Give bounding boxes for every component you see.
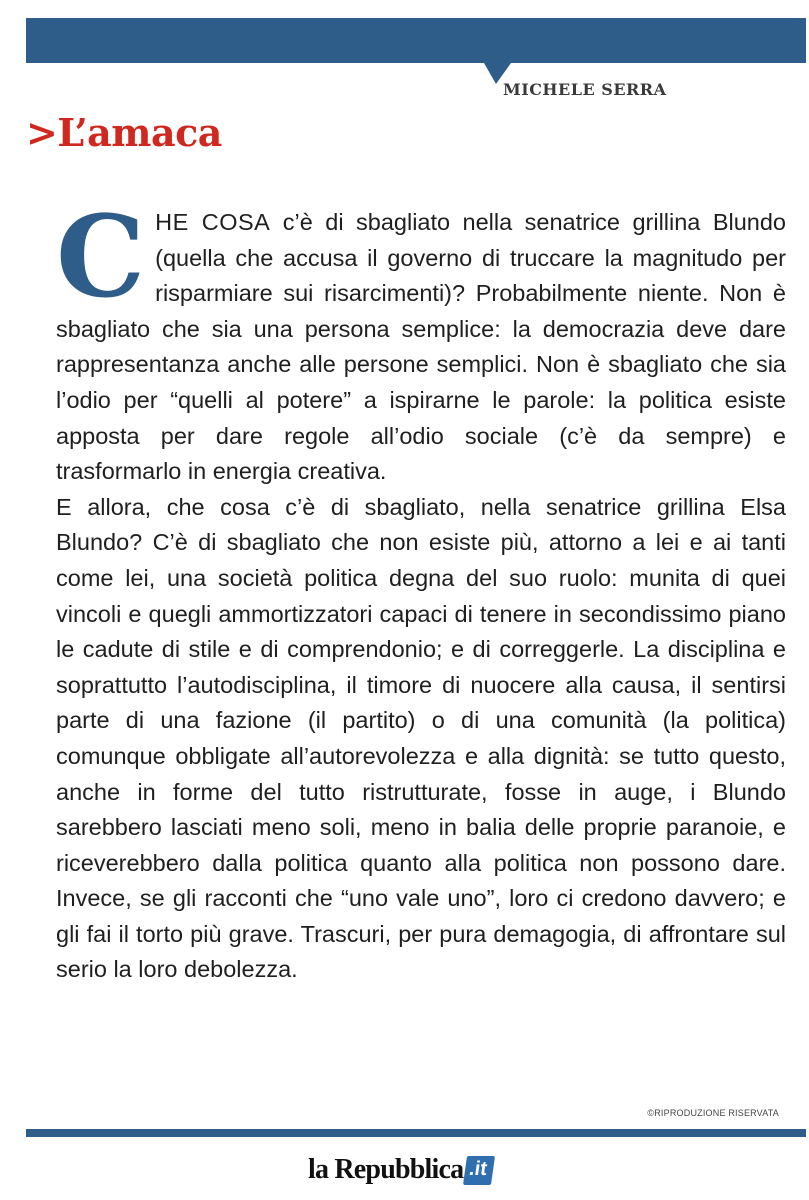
paragraph-1 [56,192,786,490]
footer-rule [26,1129,806,1137]
header-bar [26,18,806,84]
paragraph-1-text: c’è di sbagliato nella senatrice grillina Blundo (quella che accusa il governo di truccare la magnitudo per risparmiare sui risarcimenti)? Probabilmente niente. Non è sbagliato che sia una persona semplice: la democrazia deve dare rappresentanza anche alle persone semplici. Non è sbagliato che sia l’odio per “quelli al potere” a ispirarne le parole: la politica esiste apposta per dare regole all’odio sociale (c’è da sempre) e trasformarlo in energia creativa. [56,209,786,485]
copyright-notice: ©RIPRODUZIONE RISERVATA [647,1108,779,1118]
paragraph-2: E allora, che cosa c’è di sbagliato, nella senatrice grillina Elsa Blundo? C’è di sbagliato che non esiste più, attorno a lei e ai tanti come lei, una società politica degna del suo ruolo: munita di quei vincoli e quegli ammortizzatori capaci di tenere in secondissimo piano le cadute di stile e di comprendonio; e di correggerle. La disciplina e soprattutto l’autodisciplina, il timore di nuocere alla causa, il sentirsi parte di una fazione (il partito) o di una comunità (la politica) comunque obbligate all’autorevolezza e alla dignità: se tutto questo, anche in forme del tutto ristrutturate, fosse in auge, i Blundo sarebbero lasciati meno soli, meno in balia delle proprie paranoie, e riceverebbero dalla politica quanto alla politica non possono dare. Invece, se gli racconti che “uno vale uno”, loro ci credono davvero; e gli fai il torto più grave. Trascuri, per pura demagogia, di affrontare sul serio la loro debolezza. [56,493,786,983]
logo-badge: .it [463,1156,495,1185]
drop-cap: C [56,192,146,323]
column-title: >L’amaca [26,110,222,155]
lead-in-caps: HE COSA [155,209,271,235]
article-body [56,192,786,988]
header-bar-shape [26,18,806,84]
author-name: MICHELE SERRA [503,80,667,99]
repubblica-logo [308,1150,493,1190]
logo-text: la Repubblica [308,1154,464,1185]
